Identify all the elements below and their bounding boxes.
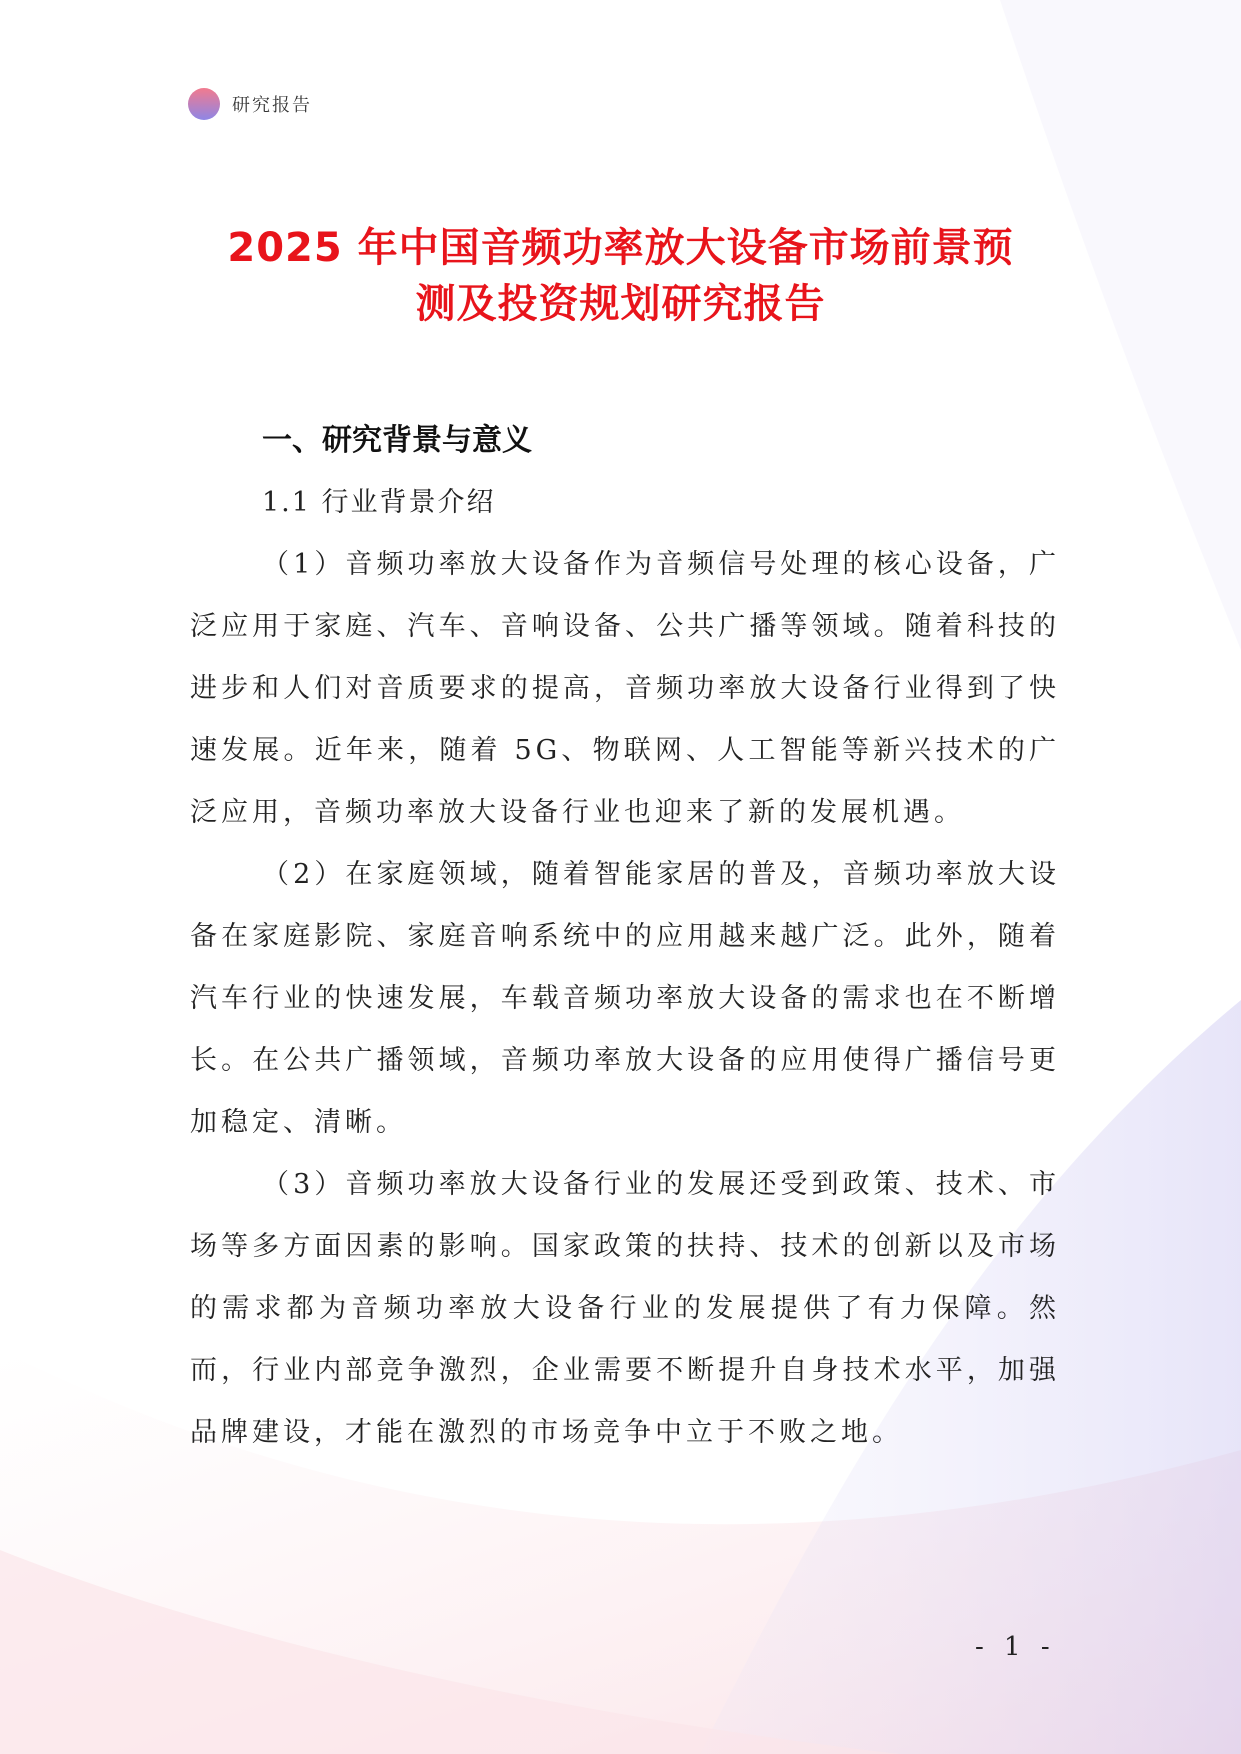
- title-line-2: 测及投资规划研究报告: [415, 281, 826, 327]
- section-heading: 一、研究背景与意义: [262, 423, 532, 458]
- section-subheading: 1.1 行业背景介绍: [262, 487, 496, 518]
- paragraph-1: （1）音频功率放大设备作为音频信号处理的核心设备，广泛应用于家庭、汽车、音响设备、公共广播等领域。随着科技的进步和人们对音质要求的提高，音频功率放大设备行业得到了快速发展。近年来，随着 5G、物联网、人工智能等新兴技术的广泛应用，音频功率放大设备行业也迎来了新的发展机遇。: [190, 549, 1060, 828]
- header-label: 研究报告: [232, 95, 312, 116]
- document-body: [190, 410, 1060, 1464]
- paragraph-2: （2）在家庭领域，随着智能家居的普及，音频功率放大设备在家庭影院、家庭音响系统中的应用越来越广泛。此外，随着汽车行业的快速发展，车载音频功率放大设备的需求也在不断增长。在公共广播领域，音频功率放大设备的应用使得广播信号更加稳定、清晰。: [190, 859, 1060, 1138]
- paragraph-3: （3）音频功率放大设备行业的发展还受到政策、技术、市场等多方面因素的影响。国家政策的扶持、技术的创新以及市场的需求都为音频功率放大设备行业的发展提供了有力保障。然而，行业内部竞争激烈，企业需要不断提升自身技术水平，加强品牌建设，才能在激烈的市场竞争中立于不败之地。: [190, 1169, 1060, 1448]
- title-line-1: 2025 年中国音频功率放大设备市场前景预: [227, 225, 1014, 271]
- document-title: [150, 220, 1091, 332]
- page-number: - 1 -: [975, 1632, 1056, 1662]
- logo-icon: [188, 88, 220, 120]
- document-header: [188, 88, 312, 120]
